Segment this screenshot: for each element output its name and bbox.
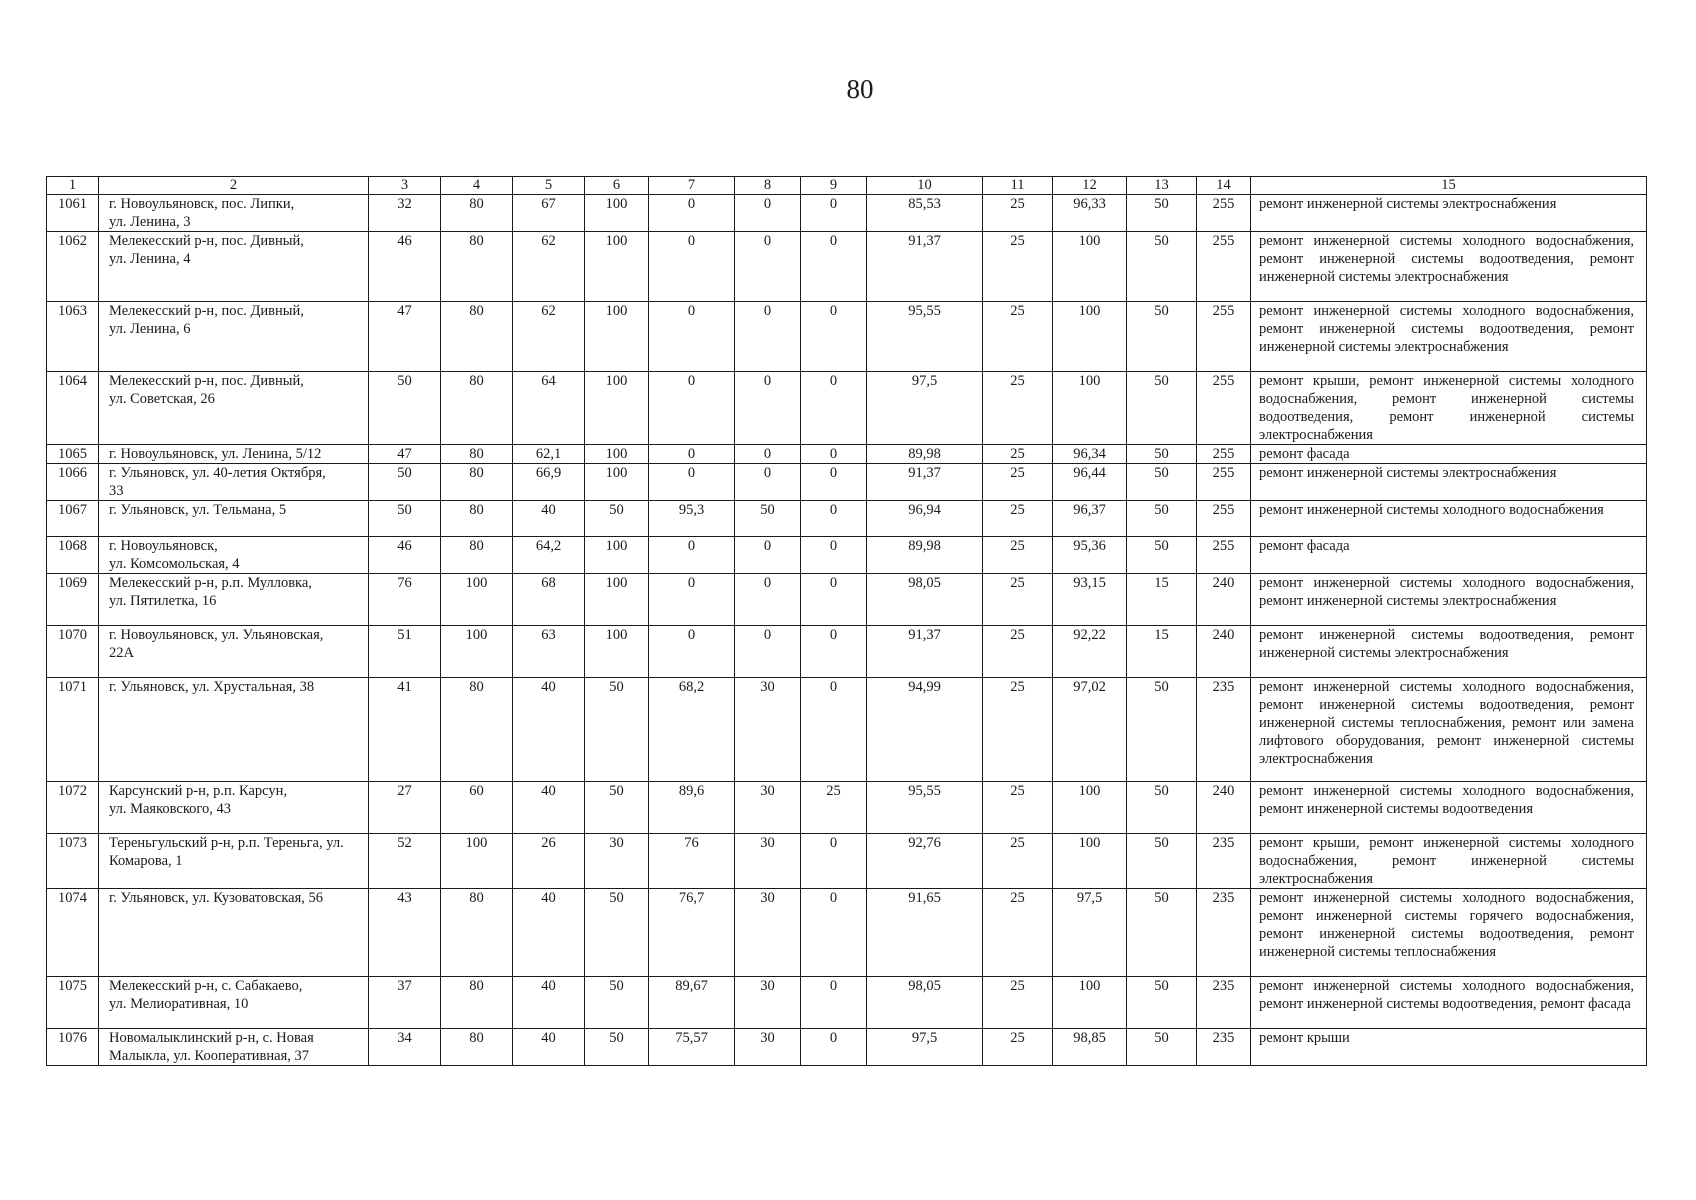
cell-col-12: 96,37	[1053, 501, 1127, 537]
cell-col-11: 25	[983, 537, 1053, 574]
cell-col-5: 62,1	[513, 445, 585, 464]
cell-col-11: 25	[983, 834, 1053, 889]
row-number: 1063	[47, 302, 99, 372]
column-header-10: 10	[867, 177, 983, 195]
cell-col-6: 100	[585, 626, 649, 678]
cell-col-3: 46	[369, 537, 441, 574]
column-header-2: 2	[99, 177, 369, 195]
cell-col-14: 255	[1197, 302, 1251, 372]
cell-col-12: 100	[1053, 977, 1127, 1029]
work-description-cell: ремонт крыши	[1251, 1029, 1647, 1066]
cell-col-7: 89,67	[649, 977, 735, 1029]
cell-col-13: 15	[1127, 626, 1197, 678]
cell-col-8: 30	[735, 782, 801, 834]
row-number: 1068	[47, 537, 99, 574]
cell-col-11: 25	[983, 464, 1053, 501]
address-cell: г. Ульяновск, ул. 40-летия Октября, 33	[99, 464, 369, 501]
cell-col-9: 0	[801, 626, 867, 678]
cell-col-11: 25	[983, 372, 1053, 445]
cell-col-5: 64	[513, 372, 585, 445]
cell-col-14: 240	[1197, 782, 1251, 834]
cell-col-13: 50	[1127, 977, 1197, 1029]
cell-col-4: 80	[441, 678, 513, 782]
cell-col-13: 15	[1127, 574, 1197, 626]
cell-col-12: 96,33	[1053, 195, 1127, 232]
cell-col-12: 95,36	[1053, 537, 1127, 574]
cell-col-5: 40	[513, 782, 585, 834]
cell-col-14: 255	[1197, 464, 1251, 501]
table-body	[47, 177, 1647, 1066]
cell-col-5: 63	[513, 626, 585, 678]
column-header-14: 14	[1197, 177, 1251, 195]
cell-col-5: 64,2	[513, 537, 585, 574]
address-cell: г. Новоульяновск, ул. Ленина, 5/12	[99, 445, 369, 464]
table-row	[47, 626, 1647, 678]
table-row	[47, 372, 1647, 445]
address-cell: г. Новоульяновск, ул. Комсомольская, 4	[99, 537, 369, 574]
work-description-cell: ремонт крыши, ремонт инженерной системы холодного водоснабжения, ремонт инженерной системы водоотведения, ремонт инженерной системы электроснабжения	[1251, 372, 1647, 445]
table-row	[47, 889, 1647, 977]
cell-col-5: 26	[513, 834, 585, 889]
cell-col-14: 235	[1197, 889, 1251, 977]
column-header-9: 9	[801, 177, 867, 195]
cell-col-11: 25	[983, 574, 1053, 626]
cell-col-3: 27	[369, 782, 441, 834]
table-row	[47, 782, 1647, 834]
row-number: 1074	[47, 889, 99, 977]
cell-col-9: 0	[801, 889, 867, 977]
row-number: 1067	[47, 501, 99, 537]
cell-col-12: 93,15	[1053, 574, 1127, 626]
cell-col-11: 25	[983, 302, 1053, 372]
cell-col-7: 76	[649, 834, 735, 889]
cell-col-13: 50	[1127, 445, 1197, 464]
work-description-cell: ремонт инженерной системы водоотведения, ремонт инженерной системы электроснабжения	[1251, 626, 1647, 678]
cell-col-9: 0	[801, 195, 867, 232]
cell-col-7: 75,57	[649, 1029, 735, 1066]
cell-col-10: 98,05	[867, 977, 983, 1029]
cell-col-4: 80	[441, 501, 513, 537]
address-cell: Мелекесский р-н, пос. Дивный, ул. Советская, 26	[99, 372, 369, 445]
cell-col-14: 235	[1197, 977, 1251, 1029]
cell-col-3: 37	[369, 977, 441, 1029]
cell-col-12: 100	[1053, 782, 1127, 834]
cell-col-5: 62	[513, 232, 585, 302]
cell-col-7: 0	[649, 626, 735, 678]
address-cell: Карсунский р-н, р.п. Карсун, ул. Маяковского, 43	[99, 782, 369, 834]
cell-col-11: 25	[983, 626, 1053, 678]
cell-col-4: 80	[441, 464, 513, 501]
cell-col-13: 50	[1127, 195, 1197, 232]
row-number: 1064	[47, 372, 99, 445]
table-row	[47, 464, 1647, 501]
cell-col-3: 50	[369, 372, 441, 445]
work-description-cell: ремонт инженерной системы холодного водоснабжения, ремонт инженерной системы водоотведения	[1251, 782, 1647, 834]
cell-col-13: 50	[1127, 464, 1197, 501]
cell-col-7: 76,7	[649, 889, 735, 977]
cell-col-11: 25	[983, 678, 1053, 782]
cell-col-10: 89,98	[867, 445, 983, 464]
cell-col-6: 100	[585, 574, 649, 626]
cell-col-6: 100	[585, 195, 649, 232]
cell-col-10: 96,94	[867, 501, 983, 537]
cell-col-9: 0	[801, 537, 867, 574]
cell-col-10: 98,05	[867, 574, 983, 626]
cell-col-8: 30	[735, 678, 801, 782]
cell-col-10: 97,5	[867, 1029, 983, 1066]
cell-col-6: 30	[585, 834, 649, 889]
cell-col-8: 0	[735, 574, 801, 626]
work-description-cell: ремонт инженерной системы холодного водоснабжения, ремонт инженерной системы водоотведения, ремонт инженерной системы теплоснабжения, ремонт или замена лифтового оборудования, ремонт инженерной системы электроснабжения	[1251, 678, 1647, 782]
row-number: 1065	[47, 445, 99, 464]
work-description-cell: ремонт инженерной системы холодного водоснабжения, ремонт инженерной системы горячего водоснабжения, ремонт инженерной системы водоотведения, ремонт инженерной системы теплоснабжения	[1251, 889, 1647, 977]
address-cell: г. Ульяновск, ул. Кузоватовская, 56	[99, 889, 369, 977]
row-number: 1066	[47, 464, 99, 501]
cell-col-9: 0	[801, 232, 867, 302]
cell-col-13: 50	[1127, 302, 1197, 372]
row-number: 1076	[47, 1029, 99, 1066]
cell-col-12: 98,85	[1053, 1029, 1127, 1066]
cell-col-10: 92,76	[867, 834, 983, 889]
cell-col-5: 40	[513, 501, 585, 537]
cell-col-9: 0	[801, 302, 867, 372]
cell-col-7: 0	[649, 372, 735, 445]
cell-col-6: 100	[585, 232, 649, 302]
cell-col-3: 52	[369, 834, 441, 889]
cell-col-11: 25	[983, 977, 1053, 1029]
table-row	[47, 678, 1647, 782]
address-cell: Мелекесский р-н, пос. Дивный, ул. Ленина, 4	[99, 232, 369, 302]
table-row	[47, 977, 1647, 1029]
cell-col-10: 91,37	[867, 464, 983, 501]
cell-col-5: 62	[513, 302, 585, 372]
cell-col-14: 235	[1197, 1029, 1251, 1066]
cell-col-14: 240	[1197, 574, 1251, 626]
cell-col-10: 97,5	[867, 372, 983, 445]
work-description-cell: ремонт инженерной системы электроснабжения	[1251, 195, 1647, 232]
cell-col-9: 0	[801, 445, 867, 464]
cell-col-10: 95,55	[867, 782, 983, 834]
cell-col-14: 255	[1197, 445, 1251, 464]
cell-col-6: 50	[585, 501, 649, 537]
cell-col-14: 255	[1197, 372, 1251, 445]
cell-col-7: 0	[649, 195, 735, 232]
cell-col-3: 51	[369, 626, 441, 678]
cell-col-8: 0	[735, 302, 801, 372]
cell-col-7: 89,6	[649, 782, 735, 834]
cell-col-4: 80	[441, 1029, 513, 1066]
cell-col-13: 50	[1127, 678, 1197, 782]
cell-col-13: 50	[1127, 537, 1197, 574]
cell-col-6: 50	[585, 782, 649, 834]
cell-col-5: 67	[513, 195, 585, 232]
work-description-cell: ремонт крыши, ремонт инженерной системы холодного водоснабжения, ремонт инженерной системы электроснабжения	[1251, 834, 1647, 889]
cell-col-14: 255	[1197, 501, 1251, 537]
cell-col-8: 0	[735, 445, 801, 464]
cell-col-4: 80	[441, 195, 513, 232]
cell-col-4: 100	[441, 626, 513, 678]
cell-col-14: 235	[1197, 834, 1251, 889]
column-header-7: 7	[649, 177, 735, 195]
cell-col-12: 97,02	[1053, 678, 1127, 782]
cell-col-6: 50	[585, 889, 649, 977]
address-cell: Мелекесский р-н, р.п. Мулловка, ул. Пятилетка, 16	[99, 574, 369, 626]
cell-col-4: 80	[441, 232, 513, 302]
cell-col-8: 30	[735, 977, 801, 1029]
cell-col-4: 80	[441, 372, 513, 445]
column-header-15: 15	[1251, 177, 1647, 195]
cell-col-9: 0	[801, 501, 867, 537]
cell-col-10: 91,37	[867, 232, 983, 302]
table-row	[47, 501, 1647, 537]
cell-col-13: 50	[1127, 501, 1197, 537]
table-row	[47, 574, 1647, 626]
work-description-cell: ремонт инженерной системы электроснабжения	[1251, 464, 1647, 501]
cell-col-8: 30	[735, 834, 801, 889]
cell-col-8: 50	[735, 501, 801, 537]
cell-col-9: 0	[801, 678, 867, 782]
cell-col-11: 25	[983, 1029, 1053, 1066]
page-number: 80	[846, 74, 874, 104]
cell-col-4: 100	[441, 574, 513, 626]
cell-col-7: 68,2	[649, 678, 735, 782]
cell-col-4: 80	[441, 889, 513, 977]
cell-col-11: 25	[983, 232, 1053, 302]
cell-col-3: 50	[369, 501, 441, 537]
cell-col-9: 0	[801, 464, 867, 501]
cell-col-7: 0	[649, 537, 735, 574]
address-cell: г. Ульяновск, ул. Тельмана, 5	[99, 501, 369, 537]
cell-col-5: 68	[513, 574, 585, 626]
cell-col-7: 0	[649, 232, 735, 302]
address-cell: г. Ульяновск, ул. Хрустальная, 38	[99, 678, 369, 782]
cell-col-4: 80	[441, 537, 513, 574]
work-description-cell: ремонт инженерной системы холодного водоснабжения	[1251, 501, 1647, 537]
table-row	[47, 1029, 1647, 1066]
cell-col-14: 235	[1197, 678, 1251, 782]
cell-col-8: 0	[735, 372, 801, 445]
address-cell: Тереньгульский р-н, р.п. Тереньга, ул. Комарова, 1	[99, 834, 369, 889]
cell-col-13: 50	[1127, 889, 1197, 977]
cell-col-14: 255	[1197, 232, 1251, 302]
column-header-6: 6	[585, 177, 649, 195]
cell-col-4: 80	[441, 445, 513, 464]
cell-col-11: 25	[983, 782, 1053, 834]
cell-col-6: 50	[585, 678, 649, 782]
cell-col-12: 100	[1053, 372, 1127, 445]
cell-col-6: 100	[585, 372, 649, 445]
cell-col-3: 47	[369, 302, 441, 372]
cell-col-14: 255	[1197, 195, 1251, 232]
cell-col-3: 32	[369, 195, 441, 232]
cell-col-8: 0	[735, 626, 801, 678]
column-header-4: 4	[441, 177, 513, 195]
cell-col-6: 100	[585, 464, 649, 501]
row-number: 1062	[47, 232, 99, 302]
cell-col-9: 0	[801, 372, 867, 445]
cell-col-10: 85,53	[867, 195, 983, 232]
cell-col-13: 50	[1127, 232, 1197, 302]
cell-col-14: 240	[1197, 626, 1251, 678]
work-description-cell: ремонт фасада	[1251, 537, 1647, 574]
table-row	[47, 232, 1647, 302]
cell-col-11: 25	[983, 501, 1053, 537]
cell-col-12: 100	[1053, 302, 1127, 372]
cell-col-14: 255	[1197, 537, 1251, 574]
address-cell: Мелекесский р-н, пос. Дивный, ул. Ленина, 6	[99, 302, 369, 372]
cell-col-4: 60	[441, 782, 513, 834]
cell-col-9: 0	[801, 834, 867, 889]
cell-col-9: 0	[801, 574, 867, 626]
cell-col-13: 50	[1127, 372, 1197, 445]
cell-col-12: 100	[1053, 834, 1127, 889]
cell-col-7: 0	[649, 445, 735, 464]
cell-col-10: 91,37	[867, 626, 983, 678]
cell-col-5: 40	[513, 977, 585, 1029]
column-header-5: 5	[513, 177, 585, 195]
cell-col-5: 40	[513, 678, 585, 782]
column-header-12: 12	[1053, 177, 1127, 195]
cell-col-3: 46	[369, 232, 441, 302]
cell-col-10: 94,99	[867, 678, 983, 782]
cell-col-8: 0	[735, 195, 801, 232]
cell-col-9: 0	[801, 977, 867, 1029]
address-cell: Мелекесский р-н, с. Сабакаево, ул. Мелиоративная, 10	[99, 977, 369, 1029]
work-description-cell: ремонт инженерной системы холодного водоснабжения, ремонт инженерной системы водоотведения, ремонт инженерной системы электроснабжения	[1251, 302, 1647, 372]
table-row	[47, 302, 1647, 372]
cell-col-7: 0	[649, 464, 735, 501]
work-description-cell: ремонт инженерной системы холодного водоснабжения, ремонт инженерной системы водоотведения, ремонт фасада	[1251, 977, 1647, 1029]
cell-col-7: 0	[649, 302, 735, 372]
cell-col-3: 41	[369, 678, 441, 782]
row-number: 1075	[47, 977, 99, 1029]
cell-col-5: 40	[513, 889, 585, 977]
cell-col-13: 50	[1127, 1029, 1197, 1066]
address-cell: Новомалыклинский р-н, с. Новая Малыкла, ул. Кооперативная, 37	[99, 1029, 369, 1066]
cell-col-6: 50	[585, 1029, 649, 1066]
data-table	[46, 176, 1647, 1066]
column-header-13: 13	[1127, 177, 1197, 195]
cell-col-8: 30	[735, 889, 801, 977]
cell-col-9: 25	[801, 782, 867, 834]
cell-col-6: 100	[585, 445, 649, 464]
cell-col-4: 80	[441, 977, 513, 1029]
row-number: 1072	[47, 782, 99, 834]
table-row	[47, 834, 1647, 889]
row-number: 1073	[47, 834, 99, 889]
column-header-1: 1	[47, 177, 99, 195]
cell-col-5: 66,9	[513, 464, 585, 501]
cell-col-6: 100	[585, 302, 649, 372]
cell-col-8: 30	[735, 1029, 801, 1066]
cell-col-6: 100	[585, 537, 649, 574]
row-number: 1070	[47, 626, 99, 678]
cell-col-9: 0	[801, 1029, 867, 1066]
column-header-8: 8	[735, 177, 801, 195]
cell-col-12: 97,5	[1053, 889, 1127, 977]
cell-col-7: 95,3	[649, 501, 735, 537]
cell-col-3: 43	[369, 889, 441, 977]
cell-col-10: 95,55	[867, 302, 983, 372]
cell-col-11: 25	[983, 445, 1053, 464]
row-number: 1071	[47, 678, 99, 782]
table-header-row	[47, 177, 1647, 195]
column-header-11: 11	[983, 177, 1053, 195]
row-number: 1069	[47, 574, 99, 626]
cell-col-12: 96,44	[1053, 464, 1127, 501]
cell-col-8: 0	[735, 464, 801, 501]
cell-col-13: 50	[1127, 834, 1197, 889]
cell-col-5: 40	[513, 1029, 585, 1066]
cell-col-12: 100	[1053, 232, 1127, 302]
cell-col-10: 91,65	[867, 889, 983, 977]
cell-col-7: 0	[649, 574, 735, 626]
cell-col-3: 76	[369, 574, 441, 626]
cell-col-8: 0	[735, 232, 801, 302]
table-row	[47, 195, 1647, 232]
cell-col-6: 50	[585, 977, 649, 1029]
cell-col-3: 34	[369, 1029, 441, 1066]
cell-col-4: 100	[441, 834, 513, 889]
work-description-cell: ремонт инженерной системы холодного водоснабжения, ремонт инженерной системы водоотведения, ремонт инженерной системы электроснабжения	[1251, 232, 1647, 302]
cell-col-3: 50	[369, 464, 441, 501]
cell-col-11: 25	[983, 889, 1053, 977]
table-row	[47, 445, 1647, 464]
work-description-cell: ремонт фасада	[1251, 445, 1647, 464]
cell-col-4: 80	[441, 302, 513, 372]
work-description-cell: ремонт инженерной системы холодного водоснабжения, ремонт инженерной системы электроснабжения	[1251, 574, 1647, 626]
address-cell: г. Новоульяновск, пос. Липки, ул. Ленина, 3	[99, 195, 369, 232]
cell-col-13: 50	[1127, 782, 1197, 834]
address-cell: г. Новоульяновск, ул. Ульяновская, 22А	[99, 626, 369, 678]
cell-col-12: 96,34	[1053, 445, 1127, 464]
cell-col-10: 89,98	[867, 537, 983, 574]
cell-col-3: 47	[369, 445, 441, 464]
column-header-3: 3	[369, 177, 441, 195]
cell-col-12: 92,22	[1053, 626, 1127, 678]
table-row	[47, 537, 1647, 574]
cell-col-8: 0	[735, 537, 801, 574]
cell-col-11: 25	[983, 195, 1053, 232]
row-number: 1061	[47, 195, 99, 232]
